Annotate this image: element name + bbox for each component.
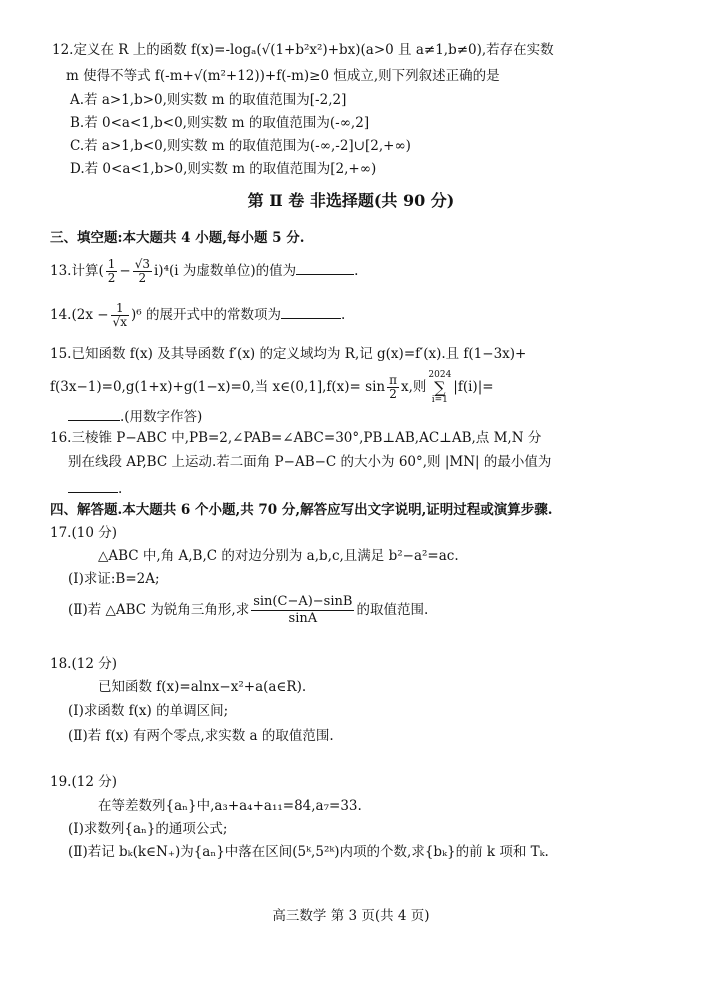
q13-answer-blank [296,260,354,275]
q15-answer-blank [68,406,120,421]
q19-heading: 19.(12 分) [50,774,117,790]
q13-post: i)⁴(i 为虚数单位)的值为 [153,263,297,279]
q17-heading: 17.(10 分) [50,525,117,541]
q14-frac-num: 1 [111,302,129,316]
q14-end: . [340,307,346,323]
q17-frac-num: sin(C−A)−sinB [253,594,353,609]
q15-line2 [50,370,494,405]
part-3-heading: 三、填空题:本大题共 4 小题,每小题 5 分. [50,230,305,246]
q13-end: . [354,263,359,279]
q12-option-b: B.若 0<a<1,b<0,则实数 m 的取值范围为(-∞,2] [70,115,370,131]
q17-part-2 [68,590,428,630]
q15-line3 [68,406,202,427]
q19-part-1: (Ⅰ)求数列{aₙ}的通项公式; [68,821,228,837]
q14-pre: 14.(2x − [50,307,109,323]
q15-sum-upper: 2024 [428,369,452,380]
q14-answer-blank [281,304,341,319]
page-footer: 高三数学 第 3 页(共 4 页) [272,908,430,924]
q15-sum-lower: i=1 [431,394,448,405]
q13-frac2-num: √3 [134,257,150,271]
q15-line2-pre: f(3x−1)=0,g(1+x)+g(1−x)=0,当 x∈(0,1],f(x)= sin [50,379,386,395]
q18-part-1: (Ⅰ)求函数 f(x) 的单调区间; [68,703,229,719]
q15-line2-post: |f(i)|= [453,379,494,395]
q15-line2-mid: x,则 [400,379,427,395]
q18-stem: 已知函数 f(x)=alnx−x²+a(a∈R). [98,679,307,695]
q19-stem: 在等差数列{aₙ}中,a₃+a₄+a₁₁=84,a₇=33. [98,798,362,814]
q14-post: )⁶ 的展开式中的常数项为 [130,307,281,323]
q17-fraction [251,594,354,627]
q13-frac1-den: 2 [107,271,116,285]
q15-frac-den: 2 [389,387,397,401]
q17-frac-den: sinA [288,611,318,626]
q18-heading: 18.(12 分) [50,656,117,672]
q14 [50,300,345,330]
q12-option-d: D.若 0<a<1,b>0,则实数 m 的取值范围为[2,+∞) [70,161,377,177]
q13-fraction-1 [106,258,118,285]
q18-part-2: (Ⅱ)若 f(x) 有两个零点,求实数 a 的取值范围. [68,728,334,744]
q13-fraction-2 [133,258,152,285]
q15-line1: 15.已知函数 f(x) 及其导函数 f′(x) 的定义域均为 R,记 g(x)=f′(x).且 f(1−3x)+ [50,346,527,362]
q13 [50,256,358,286]
q12-stem-line1: 12.定义在 R 上的函数 f(x)=-logₐ(√(1+b²x²)+bx)(a>0 且 a≠1,b≠0),若存在实数 [52,42,554,58]
q16-line1: 16.三棱锥 P−ABC 中,PB=2,∠PAB=∠ABC=30°,PB⊥AB,AC⊥AB,点 M,N 分 [50,430,542,446]
q16-line2: 别在线段 AP,BC 上运动.若二面角 P−AB−C 的大小为 60°,则 |MN| 的最小值为 [68,454,552,470]
section-2-title: 第 Ⅱ 卷 非选择题(共 90 分) [247,191,455,210]
q19-part-2: (Ⅱ)若记 bₖ(k∈N₊)为{aₙ}中落在区间(5ᵏ,5²ᵏ)内项的个数,求{bₖ}的前 k 项和 Tₖ. [68,844,549,860]
q12-stem-line2: m 使得不等式 f(-m+√(m²+12))+f(-m)≥0 恒成立,则下列叙述正确的是 [66,68,500,84]
q17-part-2-post: 的取值范围. [356,602,429,618]
q15-frac-num: π [389,373,397,387]
q16-line3-text: . [118,481,123,497]
q16-line3 [68,478,122,499]
q13-frac2-den: 2 [138,271,147,285]
q17-part-1: (Ⅰ)求证:B=2A; [68,571,160,587]
part-4-heading: 四、解答题.本大题共 6 个小题,共 70 分,解答应写出文字说明,证明过程或演算步骤. [50,502,553,518]
q17-stem: △ABC 中,角 A,B,C 的对边分别为 a,b,c,且满足 b²−a²=ac. [98,548,459,564]
q13-mid: − [119,263,131,279]
q15-line3-text: .(用数字作答) [120,409,203,425]
q13-frac1-num: 1 [107,257,116,271]
q15-summation [428,371,451,405]
q17-part-2-pre: (Ⅱ)若 △ABC 为锐角三角形,求 [68,602,250,618]
q12-option-a: A.若 a>1,b>0,则实数 m 的取值范围为[-2,2] [70,92,347,108]
q13-pre: 13.计算( [50,263,104,279]
q16-answer-blank [68,478,118,493]
q15-fraction [387,374,399,401]
q15-sum-sigma: ∑ [434,377,446,397]
q14-frac-den: √x [112,315,127,329]
q12-option-c: C.若 a>1,b<0,则实数 m 的取值范围为(-∞,-2]∪[2,+∞) [70,138,411,154]
q14-fraction [111,302,129,329]
